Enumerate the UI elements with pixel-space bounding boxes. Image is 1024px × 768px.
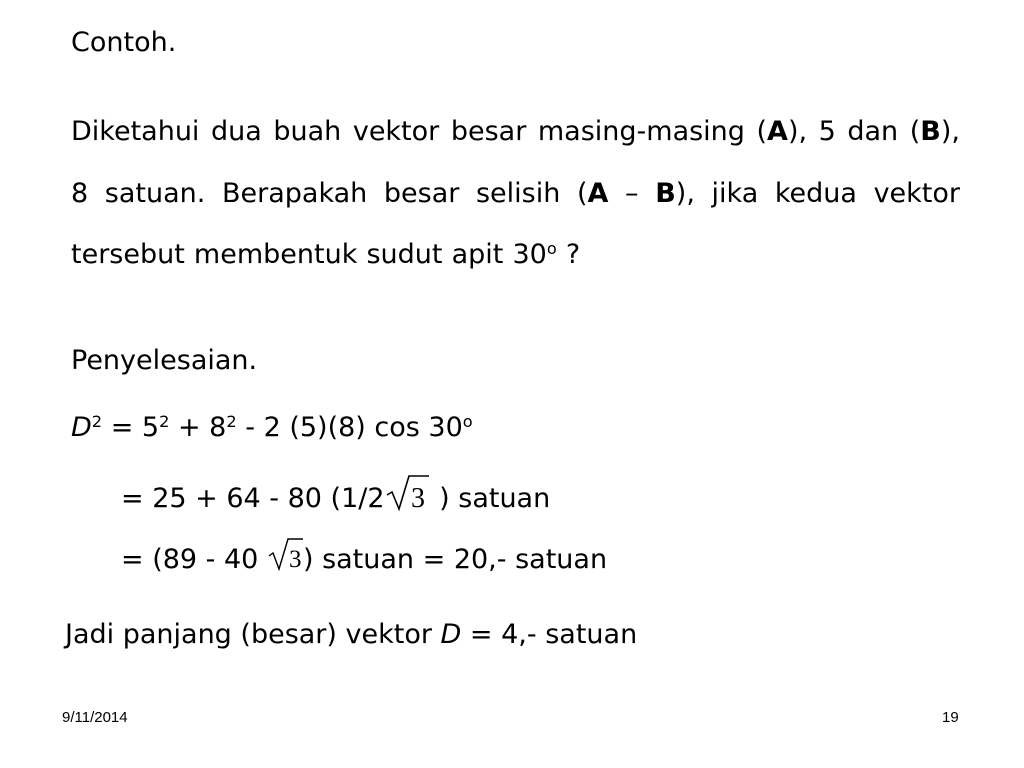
vector-b: B (920, 116, 941, 147)
exponent: 2 (159, 412, 170, 432)
problem-text: ), 5 dan ( (787, 116, 921, 147)
equation-text: ) satuan (430, 483, 551, 514)
conclusion-text: = 4,- satuan (461, 619, 638, 650)
radicand: 3 (288, 546, 302, 573)
problem-text: Diketahui dua buah vektor besar masing-masing ( (71, 116, 768, 147)
solution-label: Penyelesaian. (71, 345, 258, 376)
variable-d: D (71, 412, 92, 443)
degree-symbol: o (546, 239, 557, 259)
degree-symbol: o (462, 412, 473, 432)
exponent: 2 (91, 412, 103, 432)
vector-a: A (767, 116, 788, 147)
problem-text: – (608, 177, 656, 209)
page-number: 19 (942, 709, 959, 726)
vector-b: B (655, 177, 676, 209)
problem-text: ), 8 satuan. Berapakah besar selisih ( (71, 116, 960, 209)
conclusion (65, 619, 637, 651)
equation-line-2 (121, 473, 550, 515)
sqrt-symbol (385, 473, 431, 513)
radicand: 3 (410, 483, 425, 513)
heading: Contoh. (71, 27, 177, 58)
equation-text: ) satuan = 20,- satuan (302, 544, 608, 575)
equation-text: + 8 (169, 412, 227, 443)
vector-a: A (587, 177, 609, 209)
equation-line-3 (121, 534, 607, 576)
equation-text: = 5 (102, 412, 160, 443)
problem-paragraph (71, 101, 960, 286)
exponent: 2 (226, 412, 237, 432)
equation-text: = (89 - 40 (121, 544, 267, 575)
footer-date: 9/11/2014 (62, 709, 128, 726)
conclusion-text: Jadi panjang (besar) vektor (65, 619, 441, 650)
problem-text: ? (556, 239, 581, 270)
equation-text: = 25 + 64 - 80 (1/2 (121, 483, 385, 514)
equation-text: - 2 (5)(8) cos 30 (236, 412, 463, 443)
problem-text: ), jika kedua vektor tersebut membentuk sudut apit 30 (71, 177, 961, 270)
equation-line-1 (71, 412, 473, 444)
variable-d: D (440, 619, 462, 650)
sqrt-symbol (267, 534, 303, 574)
